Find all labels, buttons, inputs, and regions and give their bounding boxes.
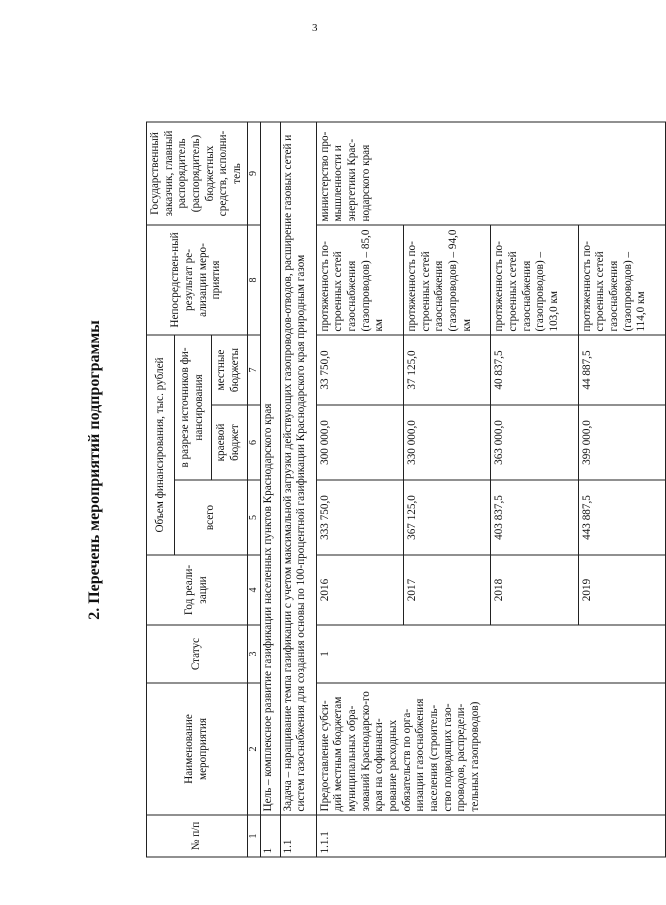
year-cell: 2018 <box>491 555 578 625</box>
result-cell: протяженность по-строенных сетей газоснабжения (газопроводов) – 85,0 км <box>316 225 403 335</box>
header-local: местные бюджеты <box>211 335 247 405</box>
total-cell: 403 837,5 <box>491 480 578 555</box>
total-cell: 367 125,0 <box>404 480 491 555</box>
measure-number: 1.1.1 <box>316 815 665 857</box>
local-cell: 44 887,5 <box>578 335 665 405</box>
header-name: Наименование мероприятия <box>147 683 248 815</box>
regional-cell: 399 000,0 <box>578 405 665 480</box>
column-number: 8 <box>247 225 260 335</box>
local-cell: 37 125,0 <box>404 335 491 405</box>
result-cell: протяженность по-строенных сетей газоснабжения (газопроводов) – 114,0 км <box>578 225 665 335</box>
page-number: 3 <box>312 22 318 34</box>
goal-row <box>260 122 280 857</box>
goal-number: 1 <box>260 815 280 857</box>
column-number: 5 <box>247 480 260 555</box>
task-text: Задача – наращивание темпа газификации с учетом максимальной загрузки действующих газопроводов-отводов, расширение газовых сетей и систем газоснабжения для создания основы по 100-процентной газификации Краснодарского края природным газом <box>280 122 316 815</box>
header-by-source: в разрезе источников фи-нансирования <box>175 335 212 480</box>
column-numbers-row <box>247 122 260 857</box>
goal-text: Цель – комплексное развитие газификации населенных пунктов Краснодарского края <box>260 122 280 815</box>
table-row <box>316 122 403 857</box>
column-number: 3 <box>247 625 260 683</box>
header-customer: Государственный заказчик, главный распорядитель (распорядитель) бюджетных средств, исполни-тель <box>147 122 248 225</box>
year-cell: 2016 <box>316 555 403 625</box>
local-cell: 40 837,5 <box>491 335 578 405</box>
column-number: 7 <box>247 335 260 405</box>
header-total: всего <box>175 480 248 555</box>
regional-cell: 300 000,0 <box>316 405 403 480</box>
measures-table <box>146 122 666 858</box>
customer-cell: министерство про-мышленности и энергетики Крас-нодарского края <box>316 122 665 225</box>
year-cell: 2019 <box>578 555 665 625</box>
column-number: 1 <box>247 815 260 857</box>
header-result: Непосредствен-ный результат ре-ализации меро-приятия <box>147 225 248 335</box>
result-cell: протяженность по-строенных сетей газоснабжения (газопроводов) – 103,0 км <box>491 225 578 335</box>
task-row <box>280 122 316 857</box>
rotated-table-container <box>146 123 666 858</box>
column-number: 2 <box>247 683 260 815</box>
regional-cell: 330 000,0 <box>404 405 491 480</box>
header-funding: Объем финансирования, тыс. рублей <box>147 335 175 555</box>
column-number: 6 <box>247 405 260 480</box>
total-cell: 443 887,5 <box>578 480 665 555</box>
section-title: 2. Перечень мероприятий подпрограммы <box>86 320 103 620</box>
total-cell: 333 750,0 <box>316 480 403 555</box>
header-year: Год реали-зации <box>147 555 248 625</box>
regional-cell: 363 000,0 <box>491 405 578 480</box>
column-number: 9 <box>247 122 260 225</box>
column-number: 4 <box>247 555 260 625</box>
header-status: Статус <box>147 625 248 683</box>
header-regional: краевой бюджет <box>211 405 247 480</box>
task-number: 1.1 <box>280 815 316 857</box>
header-no: № п/п <box>147 815 248 857</box>
year-cell: 2017 <box>404 555 491 625</box>
result-cell: протяженность по-строенных сетей газоснабжения (газопроводов) – 94,0 км <box>404 225 491 335</box>
local-cell: 33 750,0 <box>316 335 403 405</box>
measure-name: Предоставление субси-дий местным бюджетам муниципальных обра-зований Краснодарско-го края на софинанси-рование расходных обязательств по орга-низации газоснабжения населения (строитель-ство подводящих газо-проводов, распредели-тельных газопроводов) <box>316 683 665 815</box>
measure-status: 1 <box>316 625 665 683</box>
